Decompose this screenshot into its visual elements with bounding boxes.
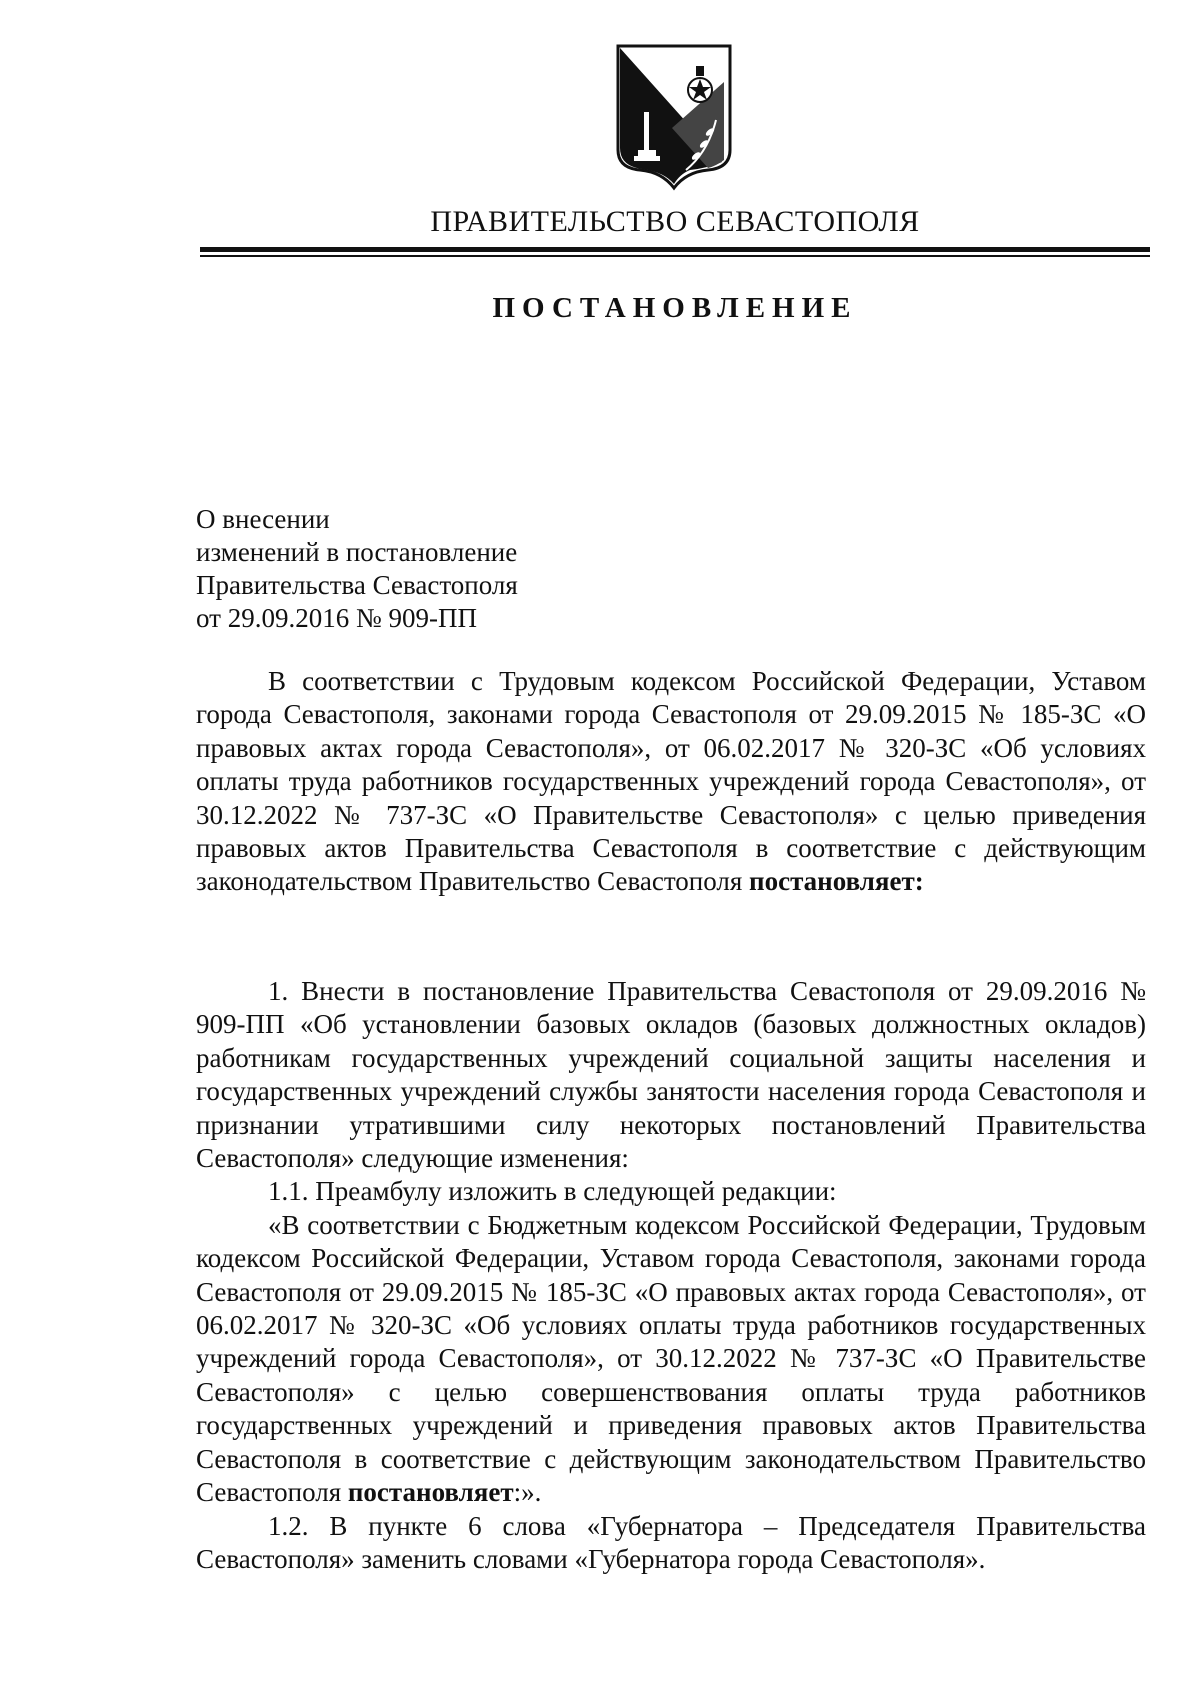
subject-line: О внесении (196, 504, 330, 534)
item-paragraph (196, 1209, 1146, 1510)
item-emphasis: постановляет (347, 1477, 514, 1508)
item-paragraph: 1.1. Преамбулу изложить в следующей редакции: (268, 1176, 837, 1207)
header-rule-thick (200, 247, 1150, 252)
item-text: «В соответствии с Бюджетным кодексом Российской Федерации, Трудовым кодексом Российской Федерации, Уставом города Севастополя, законами города Севастополя от 29.09.2015 № 185-ЗС «О правовых актах города Севастополя», от 06.02.2017 № 320-ЗС «Об условиях оплаты труда работников государственных учреждений города Севастополя», от 30.12.2022 № 737-ЗС «О Правительстве Севастополя» с целью совершенствования оплаты труда работников государственных учреждений и приведения правовых актов Правительства Севастополя в соответствие с действующим законодательством Правительство Севастополя (196, 1209, 1146, 1508)
preamble-paragraph (196, 665, 1146, 899)
preamble-block (196, 665, 1146, 899)
subject-line: Правительства Севастополя (196, 570, 518, 600)
header-rule-thin (200, 255, 1150, 257)
organization-name: ПРАВИТЕЛЬСТВО СЕВАСТОПОЛЯ (430, 205, 920, 238)
coat-of-arms-icon (612, 42, 736, 192)
items-block (196, 975, 1146, 1576)
document-type-title: ПОСТАНОВЛЕНИЕ (492, 292, 858, 324)
preamble-text: В соответствии с Трудовым кодексом Российской Федерации, Уставом города Севастополя, законами города Севастополя от 29.09.2015 № 185-ЗС «О правовых актах города Севастополя», от 06.02.2017 № 320-ЗС «Об условиях оплаты труда работников государственных учреждений города Севастополя», от 30.12.2022 № 737-ЗС «О Правительстве Севастополя» с целью приведения правовых актов Правительства Севастополя в соответствие с действующим законодательством Правительство Севастополя (196, 666, 1146, 897)
item-paragraph: 1. Внести в постановление Правительства Севастополя от 29.09.2016 № 909-ПП «Об установлении базовых окладов (базовых должностных окладов) работникам государственных учреждений социальной защиты населения и государственных учреждений службы занятости населения города Севастополя и признании утратившими силу некоторых постановлений Правительства Севастополя» следующие изменения: (196, 976, 1146, 1174)
subject-line: изменений в постановление (196, 537, 518, 567)
preamble-emphasis: постановляет: (749, 866, 924, 897)
item-tail: :». (513, 1477, 542, 1508)
item-paragraph: 1.2. В пункте 6 слова «Губернатора – Председателя Правительства Севастополя» заменить словами «Губернатора города Севастополя». (196, 1510, 1146, 1574)
document-subject (196, 503, 518, 635)
subject-line: от 29.09.2016 № 909-ПП (196, 603, 477, 633)
